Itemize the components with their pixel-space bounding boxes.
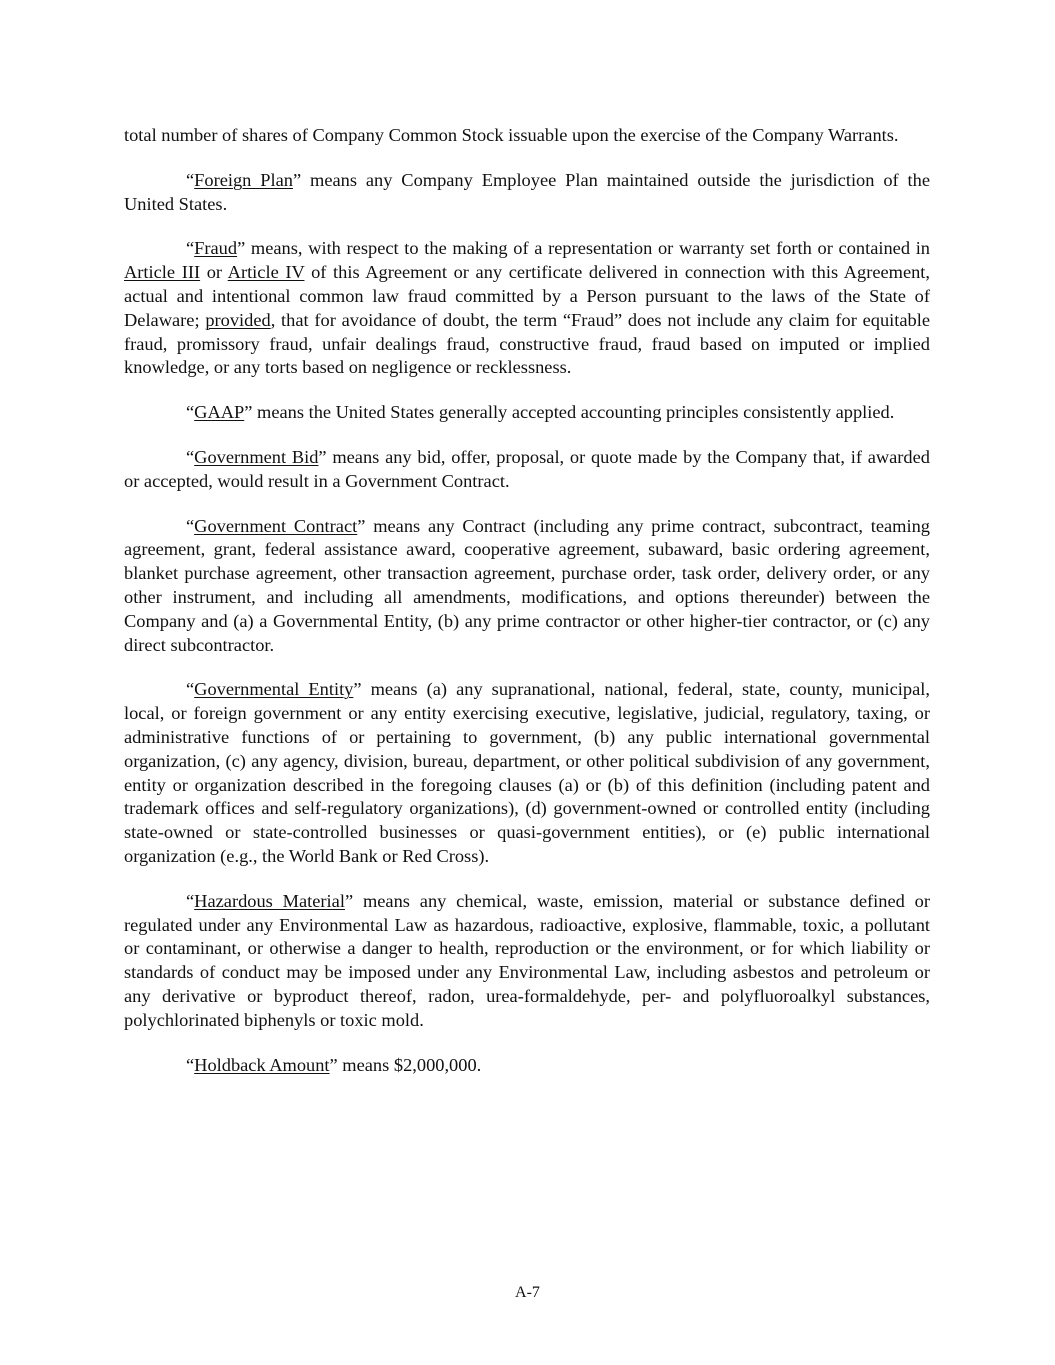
defined-term: GAAP bbox=[194, 402, 245, 423]
paragraph-text: of this Agreement or any certificate delivered in connection with this Agreement, actual and intentional common law fraud committed by a Person pursuant to the laws of the State of Delaware; bbox=[124, 262, 931, 330]
definition-paragraph bbox=[124, 890, 930, 1033]
defined-term: Government Bid bbox=[194, 446, 319, 467]
paragraph-text: “ bbox=[186, 238, 195, 259]
defined-term: Government Contract bbox=[194, 515, 358, 536]
paragraph-text: “ bbox=[186, 402, 195, 423]
paragraph-text: total number of shares of Company Common Stock issuable upon the exercise of the Company Warrants. bbox=[124, 125, 899, 145]
paragraph-text: or bbox=[200, 262, 228, 283]
defined-term: Fraud bbox=[194, 238, 238, 259]
paragraph-text: “ bbox=[186, 1054, 195, 1075]
paragraph-text: “ bbox=[186, 446, 195, 467]
definition-paragraph bbox=[124, 515, 930, 658]
definition-paragraph bbox=[124, 446, 930, 494]
defined-term: Article III bbox=[124, 262, 201, 283]
definition-paragraph bbox=[124, 1054, 930, 1078]
definition-paragraph bbox=[124, 237, 930, 380]
paragraph-text: ” means, with respect to the making of a representation or warranty set forth or contained in bbox=[237, 238, 930, 259]
paragraph-text: “ bbox=[186, 679, 195, 700]
continuation-paragraph bbox=[124, 124, 930, 148]
paragraph-text: ” means the United States generally accepted accounting principles consistently applied. bbox=[244, 402, 895, 423]
document-body bbox=[124, 124, 930, 1098]
paragraph-text: ” means any bid, offer, proposal, or quote made by the Company that, if awarded or accepted, would result in a Government Contract. bbox=[124, 446, 930, 491]
paragraph-text: ” means any chemical, waste, emission, material or substance defined or regulated under any Environmental Law as hazardous, radioactive, explosive, flammable, toxic, a pollutant or contaminant, or otherwise a danger to health, reproduction or the environment, or for which liability or standards of conduct may be imposed under any Environmental Law, including asbestos and petroleum or any derivative or byproduct thereof, radon, urea-formaldehyde, per- and polyfluoroalkyl substances, polychlorinated biphenyls or toxic mold. bbox=[124, 890, 930, 1030]
paragraph-text: ” means $2,000,000. bbox=[329, 1054, 482, 1075]
paragraph-text: “ bbox=[186, 890, 195, 911]
paragraph-text: ” means (a) any supranational, national, federal, state, county, municipal, local, or foreign government or any entity exercising executive, legislative, judicial, regulatory, taxing, or administrative functions of or pertaining to government, (b) any public international governmental organization, (c) any agency, division, bureau, department, or other political subdivision of any government, entity or organization described in the foregoing clauses (a) or (b) of this definition (including patent and trademark offices and self-regulatory organizations), (d) government-owned or controlled entity (including state-owned or state-controlled businesses or quasi-government entities), or (e) public international organization (e.g., the World Bank or Red Cross). bbox=[124, 679, 930, 866]
definition-paragraph bbox=[124, 169, 930, 217]
definition-paragraph bbox=[124, 678, 930, 868]
defined-term: Holdback Amount bbox=[194, 1054, 330, 1075]
defined-term: provided bbox=[205, 309, 271, 330]
page-number: A-7 bbox=[515, 1284, 540, 1301]
paragraph-text: , that for avoidance of doubt, the term “Fraud” does not include any claim for equitable fraud, promissory fraud, unfair dealings fraud, constructive fraud, fraud based on imputed or implied knowledge, or any torts based on negligence or recklessness. bbox=[124, 309, 931, 378]
paragraph-text: ” means any Contract (including any prime contract, subcontract, teaming agreement, grant, federal assistance award, cooperative agreement, subaward, basic ordering agreement, blanket purchase agreement, other transaction agreement, purchase order, task order, delivery order, or any other instrument, and including all amendments, modifications, and options thereunder) between the Company and (a) a Governmental Entity, (b) any prime contractor or other higher-tier contractor, or (c) any direct subcontractor. bbox=[124, 515, 930, 655]
defined-term: Governmental Entity bbox=[194, 679, 354, 700]
paragraph-text: “ bbox=[186, 169, 195, 190]
defined-term: Article IV bbox=[227, 262, 305, 283]
paragraph-text: “ bbox=[186, 515, 195, 536]
paragraph-text: ” means any Company Employee Plan maintained outside the jurisdiction of the United States. bbox=[124, 169, 930, 214]
defined-term: Foreign Plan bbox=[194, 169, 293, 190]
definition-paragraph bbox=[124, 401, 930, 425]
defined-term: Hazardous Material bbox=[194, 890, 345, 911]
